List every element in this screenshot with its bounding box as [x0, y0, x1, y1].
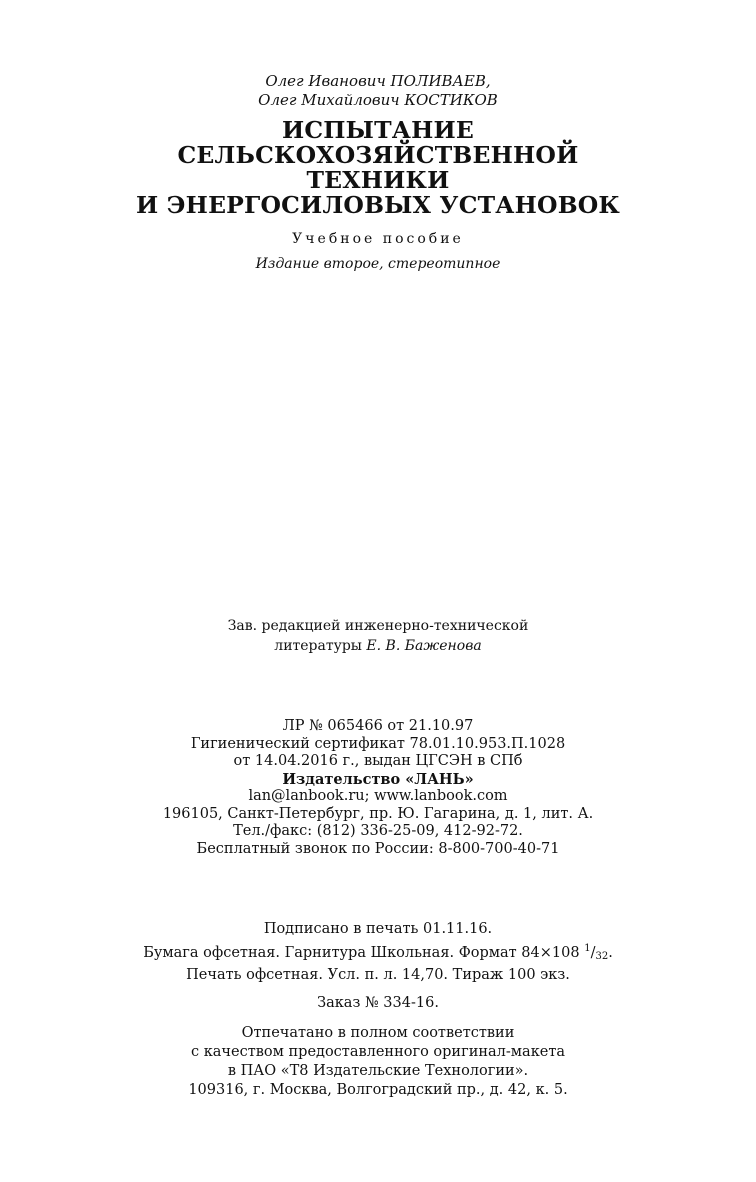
authors: [0, 72, 756, 110]
editor-name: Е. В. Баженова: [366, 638, 482, 654]
certificate-issued-line: от 14.04.2016 г., выдан ЦГСЭН в СПб: [233, 753, 523, 769]
publisher-web: lan@lanbook.ru; www.lanbook.com: [248, 788, 508, 804]
printer-line: 109316, г. Москва, Волгоградский пр., д. 42, к. 5.: [188, 1082, 568, 1098]
print-details: [0, 920, 756, 985]
print-run-line: Печать офсетная. Усл. п. л. 14,70. Тираж 100 экз.: [186, 967, 570, 983]
edition-note: Издание второе, стереотипное: [255, 256, 501, 272]
title-line: ИСПЫТАНИЕ: [281, 116, 475, 144]
title-line: И ЭНЕРГОСИЛОВЫХ УСТАНОВОК: [135, 191, 621, 219]
printer-line: Отпечатано в полном соответствии: [241, 1025, 515, 1041]
publisher-info: [0, 718, 756, 858]
paper-prefix: Бумага офсетная. Гарнитура Школьная. Формат 84×108: [143, 945, 580, 961]
license-line: ЛР № 065466 от 21.10.97: [282, 718, 474, 734]
editor-line: Зав. редакцией инженерно-технической: [227, 618, 529, 634]
publisher-hotline: Бесплатный звонок по России: 8-800-700-40-71: [196, 840, 560, 857]
editor-prefix: литературы: [274, 638, 362, 654]
printer-line: в ПАО «Т8 Издательские Технологии».: [227, 1063, 529, 1079]
editor-credit: [0, 616, 756, 656]
signed-line: Подписано в печать 01.11.16.: [263, 921, 493, 937]
printer-info: [0, 1024, 756, 1100]
author-line: Олег Иванович ПОЛИВАЕВ,: [265, 72, 491, 90]
title-line: СЕЛЬСКОХОЗЯЙСТВЕННОЙ: [177, 141, 579, 169]
paper-format-line: [0, 939, 756, 966]
title-line: ТЕХНИКИ: [306, 166, 450, 194]
publisher-name: Издательство «ЛАНЬ»: [282, 770, 474, 788]
order-number: Заказ № 334-16.: [317, 995, 439, 1011]
editor-line: [0, 636, 756, 656]
publisher-address: 196105, Санкт-Петербург, пр. Ю. Гагарина, д. 1, лит. А.: [162, 805, 594, 822]
book-title: [0, 118, 756, 218]
publisher-phone: Тел./факс: (812) 336-25-09, 412-92-72.: [233, 823, 523, 839]
printer-line: с качеством предоставленного оригинал-макета: [190, 1044, 566, 1060]
certificate-line: Гигиенический сертификат 78.01.10.953.П.1028: [190, 735, 566, 752]
paper-suffix: .: [608, 945, 613, 961]
subtitle: Учебное пособие: [292, 231, 464, 247]
format-denominator: 32: [595, 951, 609, 962]
author-line: Олег Михайлович КОСТИКОВ: [258, 91, 498, 109]
format-numerator: 1: [584, 943, 591, 954]
format-separator: /: [590, 945, 596, 961]
